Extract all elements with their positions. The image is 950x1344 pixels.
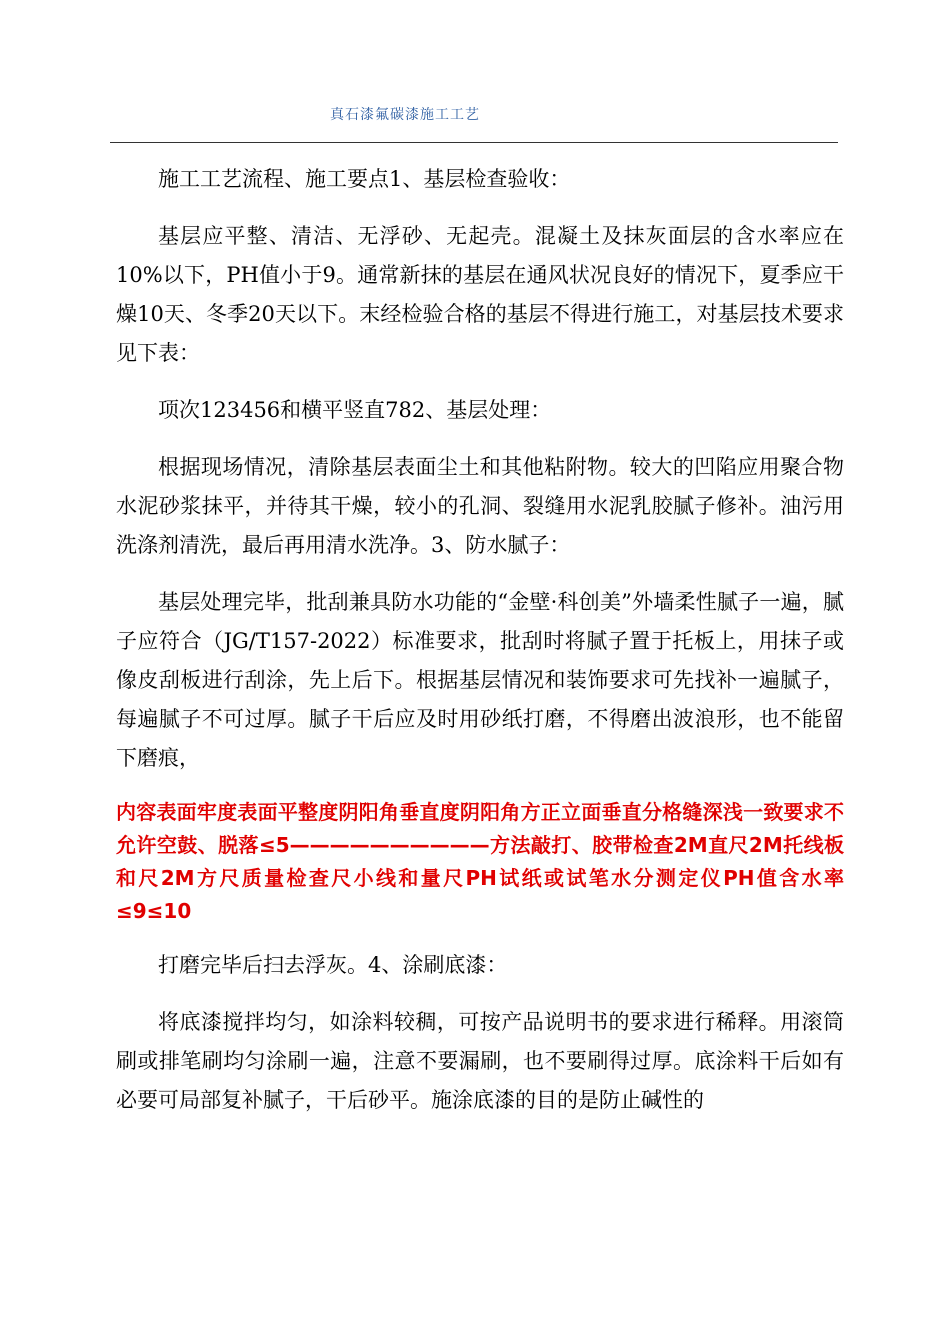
header-divider xyxy=(110,142,838,143)
paragraph-sanding-primer: 打磨完毕后扫去浮灰。4、涂刷底漆： xyxy=(158,953,508,977)
paragraph-primer-application: 将底漆搅拌均匀，如涂料较稠，可按产品说明书的要求进行稀释。用滚筒刷或排笔刷均匀涂刷一遍，注意不要漏刷，也不要刷得过厚。底涂料干后如有必要可局部复补腻子，干后砂平。施涂底漆的目的是防止碱性的 xyxy=(116,1010,844,1112)
paragraph-process-intro: 施工工艺流程、施工要点1、基层检查验收： xyxy=(158,167,571,191)
paragraph-table-items: 项次123456和横平竖直782、基层处理： xyxy=(158,398,552,422)
document-body xyxy=(116,160,844,1138)
paragraph-waterproof-putty: 基层处理完毕，批刮兼具防水功能的“金壁·科创美”外墙柔性腻子一遍，腻子应符合（JG/T157-2022）标准要求，批刮时将腻子置于托板上，用抹子或像皮刮板进行刮涂，先上后下。根据基层情况和装饰要求可先找补一遍腻子，每遍腻子不可过厚。腻子干后应及时用砂纸打磨，不得磨出波浪形，也不能留下磨痕， xyxy=(116,590,844,770)
document-header-title: 真石漆氟碳漆施工工艺 xyxy=(330,107,480,123)
paragraph-base-requirements: 基层应平整、清洁、无浮砂、无起壳。混凝土及抹灰面层的含水率应在10%以下，PH值小于9。通常新抹的基层在通风状况良好的情况下，夏季应干燥10天、冬季20天以下。末经检验合格的基层不得进行施工，对基层技术要求见下表： xyxy=(116,224,844,365)
paragraph-base-treatment: 根据现场情况，清除基层表面尘土和其他粘附物。较大的凹陷应用聚合物水泥砂浆抹平，并待其干燥，较小的孔洞、裂缝用水泥乳胶腻子修补。油污用洗涤剂清洗，最后再用清水洗净。3、防水腻子： xyxy=(116,455,844,557)
paragraph-inspection-table-text: 内容表面牢度表面平整度阴阳角垂直度阴阳角方正立面垂直分格缝深浅一致要求不允许空鼓、脱落≤5——————————方法敲打、胶带检查2M直尺2M托线板和尺2M方尺质量检查尺小线和量尺PH试纸或试笔水分测定仪PH值含水率≤9≤10 xyxy=(116,800,844,923)
